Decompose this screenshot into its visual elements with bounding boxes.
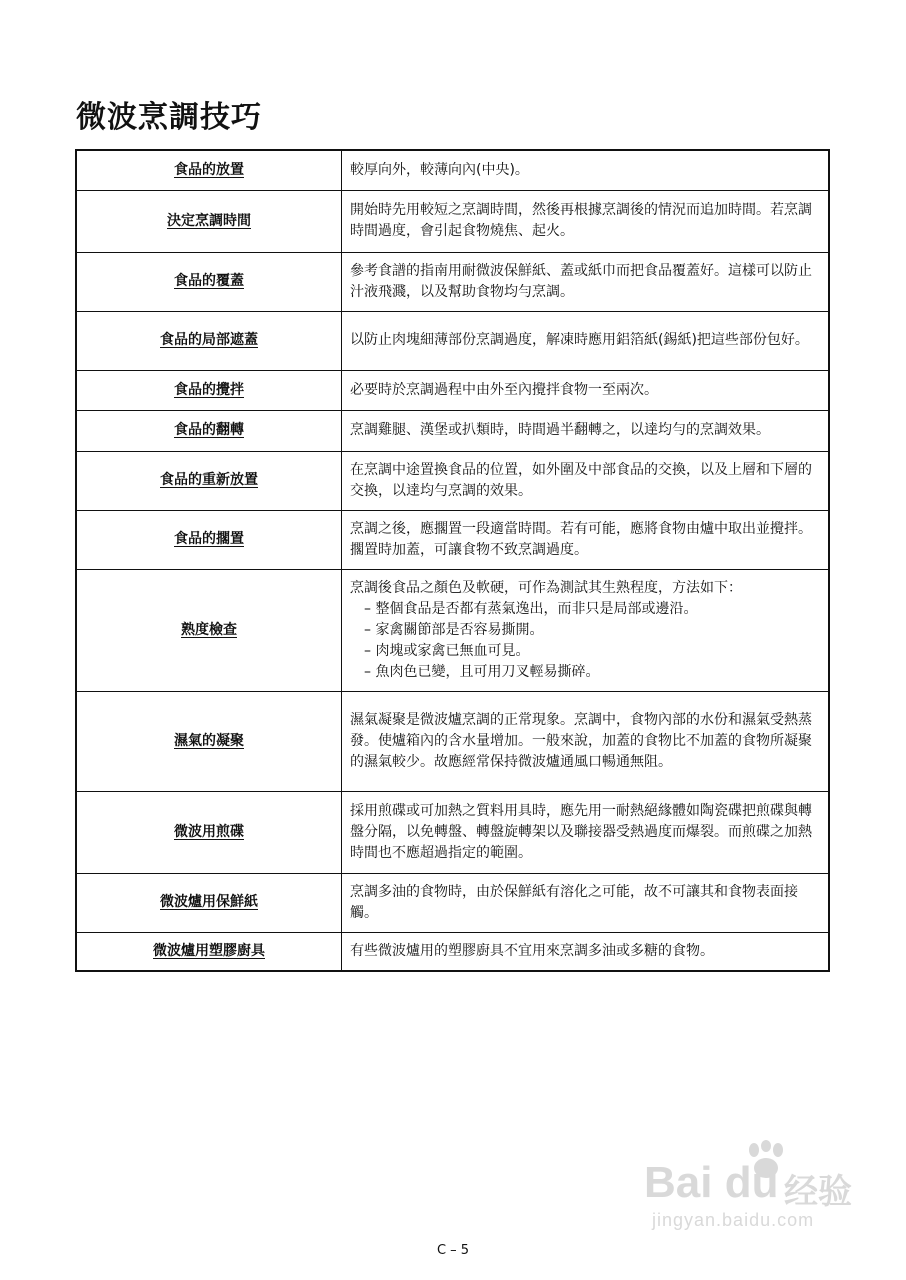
row-text: 烹調雞腿、漢堡或扒類時，時間過半翻轉之，以達均勻的烹調效果。 — [342, 410, 830, 451]
table-row — [76, 510, 829, 569]
list-item: – 家禽關節部是否容易撕開。 — [364, 620, 818, 641]
row-text: 參考食譜的指南用耐微波保鮮紙、蓋或紙巾而把食品覆蓋好。這樣可以防止汁液飛濺，以及幫助食物均勻烹調。 — [342, 252, 830, 311]
row-text: 在烹調中途置換食品的位置，如外圍及中部食品的交換，以及上層和下層的交換，以達均勻烹調的效果。 — [342, 451, 830, 510]
page-number: C – 5 — [436, 1243, 470, 1258]
row-label: 決定烹調時間 — [76, 190, 342, 252]
row-text — [342, 569, 830, 691]
row-label: 微波用煎碟 — [76, 791, 342, 873]
table-row — [76, 190, 829, 252]
row-text: 開始時先用較短之烹調時間，然後再根據烹調後的情況而追加時間。若烹調時間過度，會引起食物燒焦、起火。 — [342, 190, 830, 252]
table-row — [76, 150, 829, 190]
table-row — [76, 691, 829, 791]
row-label: 食品的放置 — [76, 150, 342, 190]
row-text: 濕氣凝聚是微波爐烹調的正常現象。烹調中，食物內部的水份和濕氣受熱蒸發。使爐箱內的含水量增加。一般來說，加蓋的食物比不加蓋的食物所凝聚的濕氣較少。故應經常保持微波爐通風口暢通無阻。 — [342, 691, 830, 791]
list-item: – 肉塊或家禽已無血可見。 — [364, 641, 818, 662]
table-row — [76, 932, 829, 971]
row-label: 食品的擱置 — [76, 510, 342, 569]
row-label: 微波爐用保鮮紙 — [76, 873, 342, 932]
table-row — [76, 569, 829, 691]
baidu-watermark — [644, 1140, 854, 1230]
row-text: 較厚向外，較薄向內(中央)。 — [342, 150, 830, 190]
row-label: 食品的覆蓋 — [76, 252, 342, 311]
row-label: 食品的攪拌 — [76, 370, 342, 410]
tips-table — [75, 149, 830, 972]
list-item: – 魚肉色已變，且可用刀叉輕易撕碎。 — [364, 662, 818, 683]
table-row — [76, 252, 829, 311]
row-text: 有些微波爐用的塑膠廚具不宜用來烹調多油或多糖的食物。 — [342, 932, 830, 971]
row-text: 烹調之後，應擱置一段適當時間。若有可能，應將食物由爐中取出並攪拌。擱置時加蓋，可讓食物不致烹調過度。 — [342, 510, 830, 569]
row-text: 以防止肉塊細薄部份烹調過度，解凍時應用鋁箔紙(錫紙)把這些部份包好。 — [342, 311, 830, 370]
table-row — [76, 311, 829, 370]
row-text: 採用煎碟或可加熱之質料用具時，應先用一耐熱絕緣體如陶瓷碟把煎碟與轉盤分隔，以免轉盤、轉盤旋轉架以及聯接器受熱過度而爆裂。而煎碟之加熱時間也不應超過指定的範圍。 — [342, 791, 830, 873]
row-intro: 烹調後食品之顏色及軟硬，可作為測試其生熟程度，方法如下： — [350, 579, 742, 596]
row-label: 微波爐用塑膠廚具 — [76, 932, 342, 971]
table-row — [76, 370, 829, 410]
row-text: 必要時於烹調過程中由外至內攪拌食物一至兩次。 — [342, 370, 830, 410]
check-list — [350, 599, 818, 683]
list-item: – 整個食品是否都有蒸氣逸出，而非只是局部或邊沿。 — [364, 599, 818, 620]
table-row — [76, 451, 829, 510]
row-label: 熟度檢查 — [76, 569, 342, 691]
row-label: 濕氣的凝聚 — [76, 691, 342, 791]
table-row — [76, 873, 829, 932]
table-row — [76, 791, 829, 873]
watermark-url: jingyan.baidu.com — [652, 1210, 815, 1230]
row-label: 食品的重新放置 — [76, 451, 342, 510]
watermark-cn: 经验 — [784, 1172, 852, 1212]
watermark-brand: Bai du — [644, 1158, 779, 1207]
row-text: 烹調多油的食物時，由於保鮮紙有溶化之可能，故不可讓其和食物表面接觸。 — [342, 873, 830, 932]
row-label: 食品的翻轉 — [76, 410, 342, 451]
table-row — [76, 410, 829, 451]
row-label: 食品的局部遮蓋 — [76, 311, 342, 370]
page-title: 微波烹調技巧 — [76, 100, 262, 135]
